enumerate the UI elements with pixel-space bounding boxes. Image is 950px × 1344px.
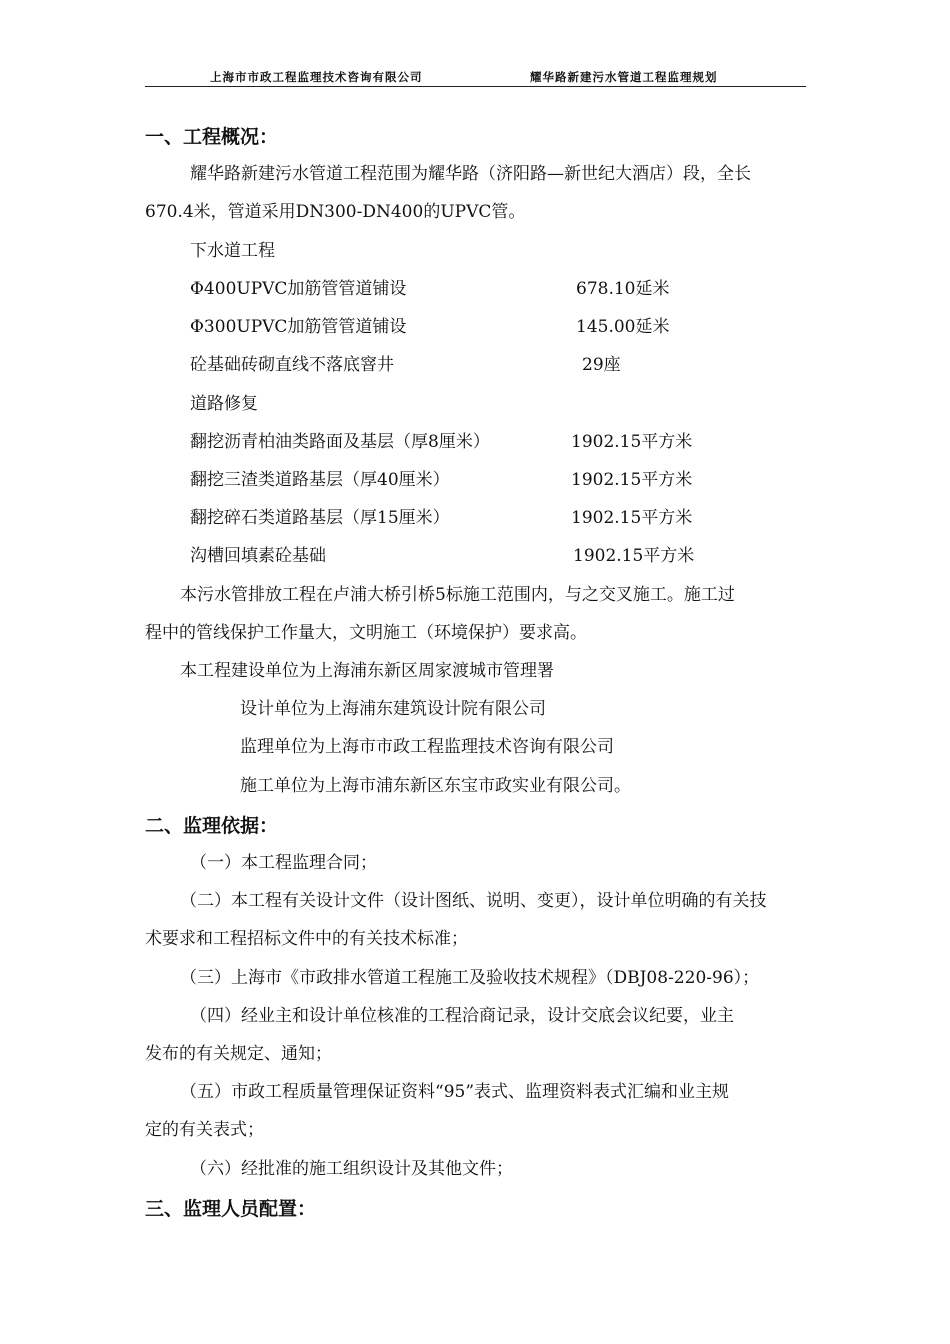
group-road-title: 道路修复 bbox=[190, 394, 258, 414]
basis-item-2-line-1: （二）本工程有关设计文件（设计图纸、说明、变更），设计单位明确的有关技 bbox=[180, 891, 767, 911]
section-1-title: 一、工程概况： bbox=[145, 126, 279, 148]
para2-line-2: 程中的管线保护工作量大，文明施工（环境保护）要求高。 bbox=[145, 623, 587, 643]
basis-item-1: （一）本工程监理合同； bbox=[190, 853, 377, 873]
basis-item-4-line-2: 发布的有关规定、通知； bbox=[145, 1044, 332, 1064]
intro-line-2: 670.4米，管道采用DN300-DN400的UPVC管。 bbox=[145, 202, 526, 222]
item-name: 沟槽回填素砼基础 bbox=[190, 546, 326, 566]
header-company: 上海市市政工程监理技术咨询有限公司 bbox=[210, 70, 423, 84]
item-qty: 1902.15平方米 bbox=[571, 432, 693, 452]
item-qty: 1902.15平方米 bbox=[571, 508, 693, 528]
item-name: Φ400UPVC加筋管管道铺设 bbox=[190, 279, 407, 299]
group-sewer-title: 下水道工程 bbox=[190, 241, 275, 261]
header-document-title: 耀华路新建污水管道工程监理规划 bbox=[530, 70, 718, 84]
basis-item-4-line-1: （四）经业主和设计单位核准的工程洽商记录，设计交底会议纪要，业主 bbox=[190, 1006, 734, 1026]
item-name: 翻挖三渣类道路基层（厚40厘米） bbox=[190, 470, 450, 490]
intro-line-1: 耀华路新建污水管道工程范围为耀华路（济阳路—新世纪大酒店）段，全长 bbox=[190, 164, 751, 184]
owner-unit: 本工程建设单位为上海浦东新区周家渡城市管理署 bbox=[180, 661, 554, 681]
construction-unit: 施工单位为上海市浦东新区东宝市政实业有限公司。 bbox=[240, 776, 631, 796]
basis-item-2-line-2: 术要求和工程招标文件中的有关技术标准； bbox=[145, 929, 468, 949]
item-qty: 1902.15平方米 bbox=[571, 470, 693, 490]
page-header bbox=[145, 68, 806, 87]
item-name: Φ300UPVC加筋管管道铺设 bbox=[190, 317, 407, 337]
basis-item-3: （三）上海市《市政排水管道工程施工及验收技术规程》（DBJ08-220-96）； bbox=[180, 968, 760, 988]
para2-line-1: 本污水管排放工程在卢浦大桥引桥5标施工范围内，与之交叉施工。施工过 bbox=[180, 585, 735, 605]
supervision-unit: 监理单位为上海市市政工程监理技术咨询有限公司 bbox=[240, 737, 614, 757]
section-3-title: 三、监理人员配置： bbox=[145, 1198, 317, 1220]
basis-item-5-line-1: （五）市政工程质量管理保证资料“95”表式、监理资料表式汇编和业主规 bbox=[180, 1082, 730, 1102]
basis-item-5-line-2: 定的有关表式； bbox=[145, 1120, 264, 1140]
item-qty: 29座 bbox=[582, 355, 621, 375]
item-qty: 1902.15平方米 bbox=[573, 546, 695, 566]
item-name: 翻挖碎石类道路基层（厚15厘米） bbox=[190, 508, 450, 528]
section-2-title: 二、监理依据： bbox=[145, 815, 279, 837]
item-qty: 145.00延米 bbox=[576, 317, 670, 337]
item-name: 翻挖沥青柏油类路面及基层（厚8厘米） bbox=[190, 432, 490, 452]
item-name: 砼基础砖砌直线不落底窨井 bbox=[190, 355, 394, 375]
basis-item-6: （六）经批准的施工组织设计及其他文件； bbox=[190, 1159, 513, 1179]
design-unit: 设计单位为上海浦东建筑设计院有限公司 bbox=[240, 699, 546, 719]
item-qty: 678.10延米 bbox=[576, 279, 670, 299]
